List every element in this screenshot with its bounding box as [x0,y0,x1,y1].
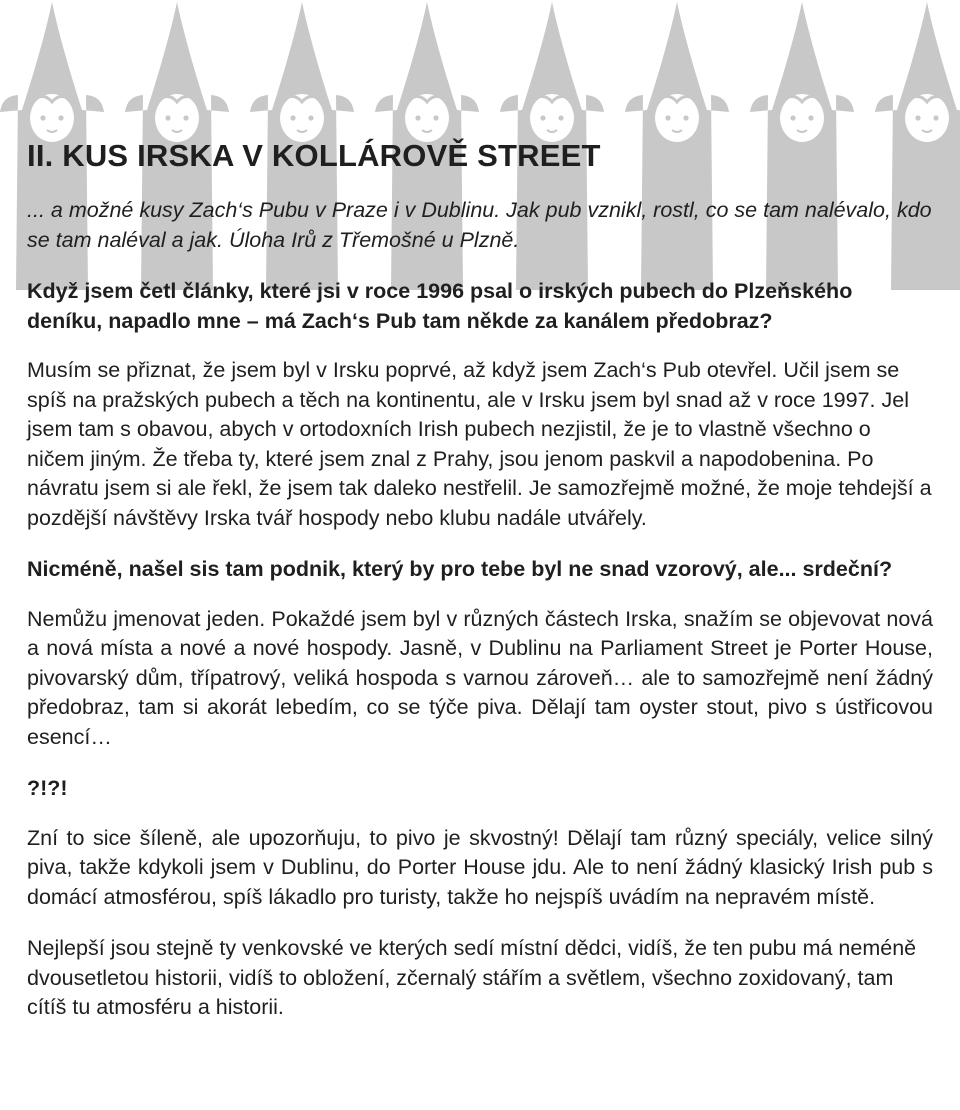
question-3: ?!?! [27,776,68,800]
answer-1: Musím se přiznat, že jsem byl v Irsku poprvé, až když jsem Zach‘s Pub otevřel. Učil jsem se spíš na pražských pubech a těch na kontinentu, ale v Irsku jsem byl snad až v roce 1997. Jel jsem tam s obavou, abych v ortodoxních Irish pubech nezjistil, že je to vlastně všechno o ničem jiným. Že třeba ty, které jsem znal z Prahy, jsou jenom paskvil a napodobenina. Po návratu jsem si ale řekl, že jsem tak daleko nestřelil. Je samozřejmě možné, že moje tehdejší a pozdější návštěvy Irska tvář hospody nebo klubu nadále utvářely. [27,358,932,530]
answer-2: Nemůžu jmenovat jeden. Pokaždé jsem byl v různých částech Irska, snažím se objevovat nová a nová místa a nové a nové hospody. Jasně, v Dublinu na Parliament Street je Porter House, pivovarský dům, třípatrový, veliká hospoda s varnou zároveň… ale to samozřejmě není žádný předobraz, tam si akorát lebedím, co se týče piva. Dělají tam oyster stout, pivo s ústřicovou esencí… [27,606,933,749]
answer-3: Zní to sice šíleně, ale upozorňuju, to pivo je skvostný! Dělají tam různý speciály, velice silný piva, takže kdykoli jsem v Dublinu, do Porter House jdu. Ale to není žádný klasický Irish pub s domácí atmosférou, spíš lákadlo pro turisty, takže ho nejspíš uvádím na nepravém místě. [27,825,933,909]
article [27,138,933,1045]
article-intro: ... a možné kusy Zach‘s Pubu v Praze i v Dublinu. Jak pub vznikl, rostl, co se tam nalévalo, kdo se tam naléval a jak. Úloha Irů z Třemošné u Plzně. [27,198,932,252]
question-2: Nicméně, našel sis tam podnik, který by pro tebe byl ne snad vzorový, ale... srdeční? [27,557,893,581]
question-1: Když jsem četl články, které jsi v roce 1996 psal o irských pubech do Plzeňského deníku, napadlo mne – má Zach‘s Pub tam někde za kanálem předobraz? [27,279,853,333]
answer-4: Nejlepší jsou stejně ty venkovské ve kterých sedí místní dědci, vidíš, že ten pubu má neméně dvousetletou historii, vidíš to obložení, zčernalý stářím a světlem, všechno zoxidovaný, tam cítíš tu atmosféru a historii. [27,936,917,1019]
article-title: II. KUS IRSKA V KOLLÁROVĚ STREET [27,138,601,173]
